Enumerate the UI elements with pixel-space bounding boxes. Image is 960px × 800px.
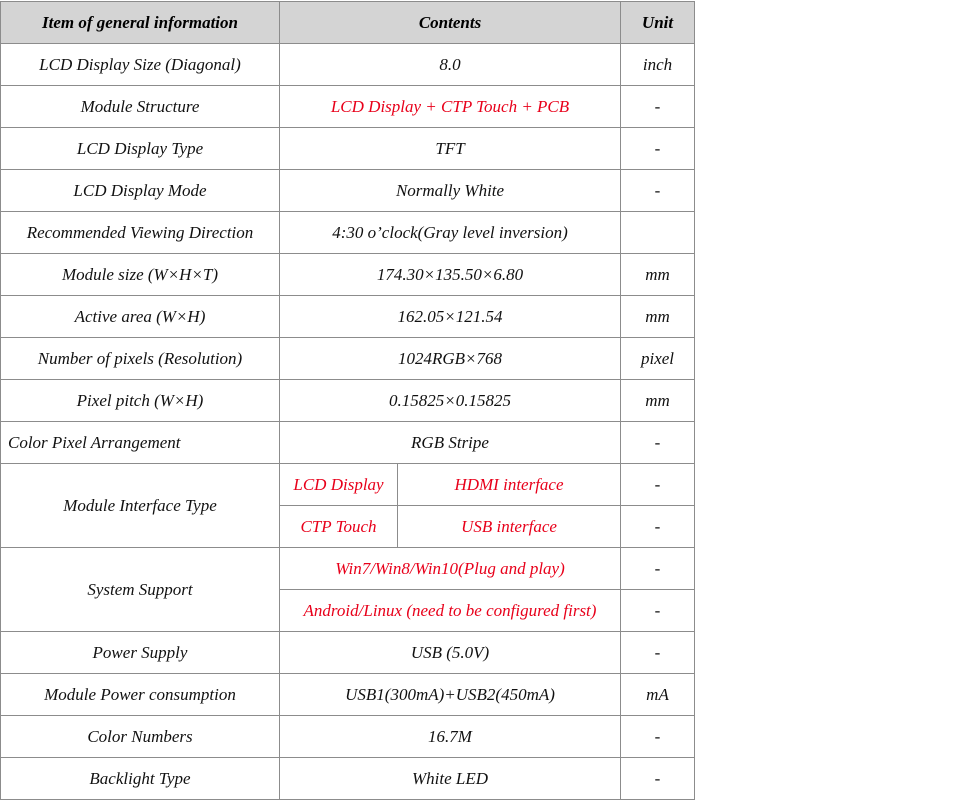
row-unit xyxy=(621,212,695,254)
table-row xyxy=(1,254,695,296)
row-contents: 1024RGB×768 xyxy=(280,338,621,380)
row-unit: - xyxy=(621,716,695,758)
row-item: LCD Display Mode xyxy=(1,170,280,212)
row-item: Module Power consumption xyxy=(1,674,280,716)
row-contents: 16.7M xyxy=(280,716,621,758)
row-contents: USB (5.0V) xyxy=(280,632,621,674)
row-contents: Normally White xyxy=(280,170,621,212)
row-item: Recommended Viewing Direction xyxy=(1,212,280,254)
row-contents: TFT xyxy=(280,128,621,170)
table-row xyxy=(1,674,695,716)
row-item: LCD Display Size (Diagonal) xyxy=(1,44,280,86)
row-unit: - xyxy=(621,548,695,590)
table-row xyxy=(1,632,695,674)
interface-type: HDMI interface xyxy=(398,464,621,506)
row-unit: - xyxy=(621,422,695,464)
row-unit: pixel xyxy=(621,338,695,380)
table-row xyxy=(1,170,695,212)
row-contents: USB1(300mA)+USB2(450mA) xyxy=(280,674,621,716)
row-item-interface: Module Interface Type xyxy=(1,464,280,548)
row-unit: - xyxy=(621,632,695,674)
row-item-system: System Support xyxy=(1,548,280,632)
row-item: LCD Display Type xyxy=(1,128,280,170)
row-unit: - xyxy=(621,590,695,632)
row-unit: mA xyxy=(621,674,695,716)
row-unit: mm xyxy=(621,380,695,422)
row-item: Module size (W×H×T) xyxy=(1,254,280,296)
table-row xyxy=(1,296,695,338)
row-contents: RGB Stripe xyxy=(280,422,621,464)
table-row xyxy=(1,758,695,800)
row-item: Color Pixel Arrangement xyxy=(1,422,280,464)
row-unit: - xyxy=(621,506,695,548)
table-row xyxy=(1,338,695,380)
row-contents: 162.05×121.54 xyxy=(280,296,621,338)
row-unit: mm xyxy=(621,296,695,338)
row-contents: 0.15825×0.15825 xyxy=(280,380,621,422)
system-support-value: Android/Linux (need to be configured first) xyxy=(280,590,621,632)
row-item: Number of pixels (Resolution) xyxy=(1,338,280,380)
table-row xyxy=(1,464,695,506)
row-item: Backlight Type xyxy=(1,758,280,800)
interface-component: CTP Touch xyxy=(280,506,398,548)
row-contents: 174.30×135.50×6.80 xyxy=(280,254,621,296)
row-unit: - xyxy=(621,464,695,506)
table-row xyxy=(1,422,695,464)
row-item: Power Supply xyxy=(1,632,280,674)
row-unit: - xyxy=(621,128,695,170)
system-support-value: Win7/Win8/Win10(Plug and play) xyxy=(280,548,621,590)
table-row xyxy=(1,128,695,170)
header-contents: Contents xyxy=(280,2,621,44)
header-unit: Unit xyxy=(621,2,695,44)
table-row xyxy=(1,380,695,422)
table-row xyxy=(1,212,695,254)
interface-type: USB interface xyxy=(398,506,621,548)
row-item: Color Numbers xyxy=(1,716,280,758)
table-row xyxy=(1,548,695,590)
row-item: Active area (W×H) xyxy=(1,296,280,338)
interface-component: LCD Display xyxy=(280,464,398,506)
header-item: Item of general information xyxy=(1,2,280,44)
row-contents: LCD Display + CTP Touch + PCB xyxy=(280,86,621,128)
row-unit: inch xyxy=(621,44,695,86)
row-unit: - xyxy=(621,758,695,800)
spec-table xyxy=(0,1,695,800)
row-contents: 8.0 xyxy=(280,44,621,86)
row-item: Pixel pitch (W×H) xyxy=(1,380,280,422)
row-contents: White LED xyxy=(280,758,621,800)
table-header-row xyxy=(1,2,695,44)
table-row xyxy=(1,86,695,128)
row-unit: - xyxy=(621,170,695,212)
table-row xyxy=(1,716,695,758)
row-item: Module Structure xyxy=(1,86,280,128)
table-row xyxy=(1,44,695,86)
row-contents: 4:30 o’clock(Gray level inversion) xyxy=(280,212,621,254)
row-unit: mm xyxy=(621,254,695,296)
row-unit: - xyxy=(621,86,695,128)
